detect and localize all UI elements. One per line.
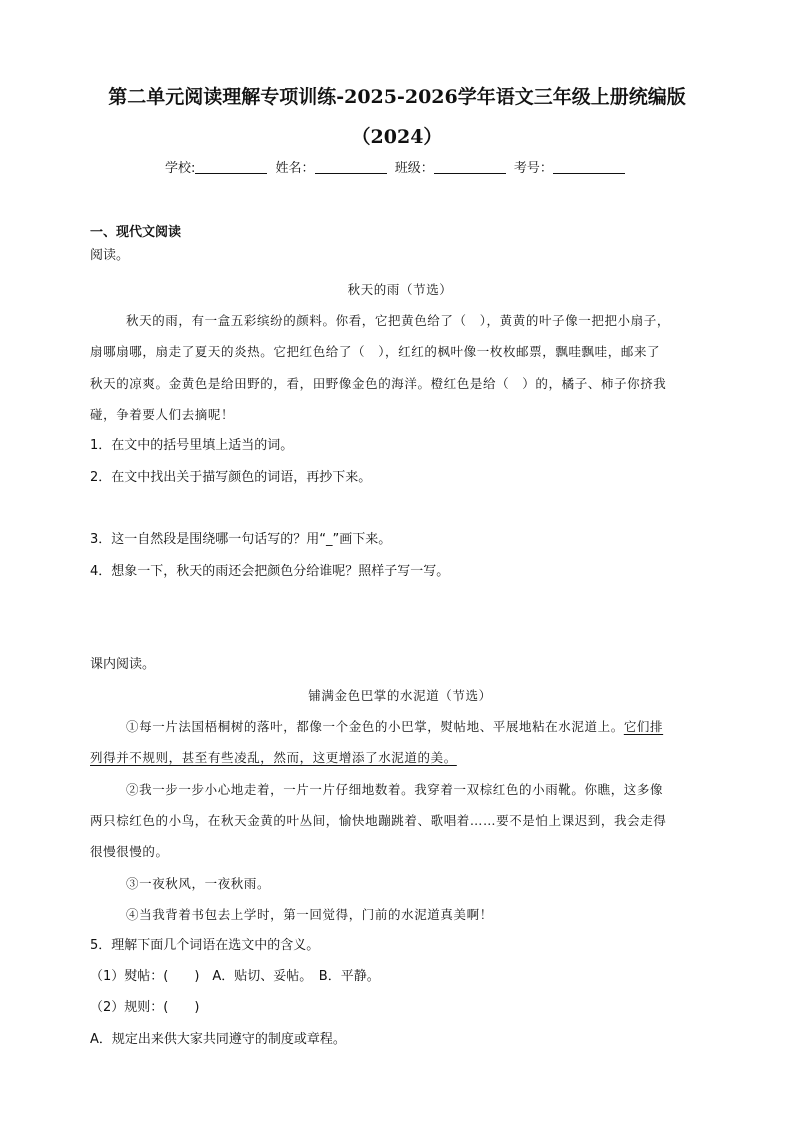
question-5: 5．理解下面几个词语在选文中的含义。 <box>90 938 320 953</box>
passage-line: 秋天的雨，有一盒五彩缤纷的颜料。你看，它把黄色给了（ ），黄黄的叶子像一把把小扇子， <box>126 313 670 328</box>
student-info-row <box>165 159 635 179</box>
question-4: 4．想象一下，秋天的雨还会把颜色分给谁呢？照样子写一写。 <box>90 564 450 579</box>
exam-number-blank[interactable] <box>553 159 625 174</box>
question-3: 3．这一自然段是围绕哪一句话写的？用“_”画下来。 <box>90 532 392 547</box>
passage-text: ①每一片法国梧桐树的落叶，都像一个金色的小巴掌，熨帖地、平展地粘在水泥道上。 <box>126 719 624 734</box>
passage-line: 秋天的凉爽。金黄色是给田野的，看，田野像金色的海洋。橙红色是给（ ）的，橘子、柿子你挤我 <box>90 376 667 391</box>
passage-line: 两只棕红色的小鸟，在秋天金黄的叶丛间，愉快地蹦跳着、歌唱着……要不是怕上课迟到，我会走得 <box>90 813 667 828</box>
passage-paragraph-3: ③一夜秋风，一夜秋雨。 <box>126 876 271 891</box>
exam-number-label: 考号： <box>513 161 553 176</box>
underlined-sentence: 列得并不规则，甚至有些凌乱，然而，这更增添了水泥道的美。 <box>90 750 457 765</box>
class-blank[interactable] <box>434 159 506 174</box>
section-intro: 课内阅读。 <box>90 657 156 672</box>
section-heading: 一、现代文阅读 <box>90 225 182 240</box>
section-intro: 阅读。 <box>90 248 130 263</box>
name-blank[interactable] <box>315 159 387 174</box>
school-label: 学校: <box>165 161 196 176</box>
passage-paragraph-1 <box>90 717 710 737</box>
passage-line: 扇哪扇哪，扇走了夏天的炎热。它把红色给了（ ），红红的枫叶像一枚枚邮票，飘哇飘哇，邮来了 <box>90 344 661 359</box>
passage-line: 碰，争着要人们去摘呢！ <box>90 407 235 422</box>
option-a: A．规定出来供大家共同遵守的制度或章程。 <box>90 1032 346 1047</box>
underlined-sentence: 它们排 <box>623 719 664 734</box>
class-label: 班级： <box>394 161 434 176</box>
page-title-edition: （2024） <box>351 126 443 148</box>
passage-line: 很慢很慢的。 <box>90 844 169 859</box>
question-5-1: （1）熨帖：( ) A．贴切、妥帖。 B．平静。 <box>90 969 380 984</box>
passage-paragraph-2: ②我一步一步小心地走着，一片一片仔细地数着。我穿着一双棕红色的小雨靴。你瞧，这多像 <box>126 782 664 797</box>
question-2: 2．在文中找出关于描写颜色的词语，再抄下来。 <box>90 470 372 485</box>
passage-line <box>90 748 710 768</box>
question-5-2: （2）规则：( ) <box>90 1000 200 1015</box>
question-1: 1．在文中的括号里填上适当的词。 <box>90 438 294 453</box>
passage-paragraph-4: ④当我背着书包去上学时，第一回觉得，门前的水泥道真美啊！ <box>126 907 493 922</box>
passage-title: 铺满金色巴掌的水泥道（节选） <box>308 688 492 703</box>
school-blank[interactable] <box>195 159 267 174</box>
name-label: 姓名： <box>275 161 315 176</box>
page-title: 第二单元阅读理解专项训练-2025-2026学年语文三年级上册统编版 <box>108 86 686 108</box>
passage-title: 秋天的雨（节选） <box>347 282 453 297</box>
